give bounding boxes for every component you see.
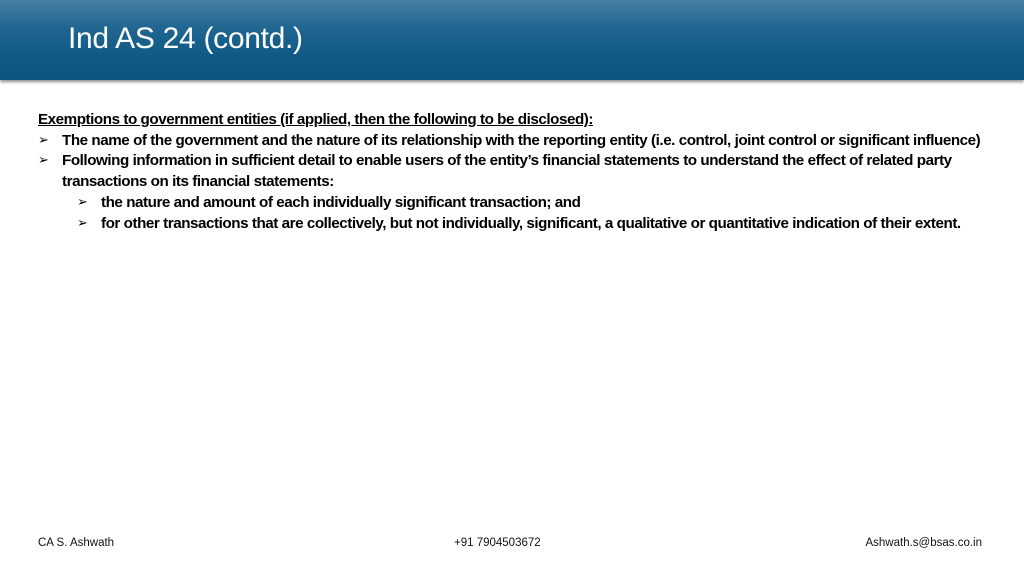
sub-bullet-text: the nature and amount of each individually significant transaction; and [101, 193, 581, 211]
sub-bullet-item [77, 193, 988, 214]
arrow-bullet-icon: ➢ [77, 215, 88, 231]
bullet-text: Following information in sufficient detail to enable users of the entity’s financial statements to understand the effect of related party transactions on its financial statements: [62, 152, 952, 191]
sub-bullet-text: for other transactions that are collectively, but not individually, significant, a qualitative or quantitative indication of their extent. [101, 214, 961, 232]
sub-bullet-item [77, 214, 988, 235]
bullet-text: The name of the government and the nature of its relationship with the reporting entity (i.e. control, joint control or significant influence) [62, 131, 981, 149]
slide-title: Ind AS 24 (contd.) [68, 22, 303, 55]
arrow-bullet-icon: ➢ [77, 194, 88, 210]
footer-author: CA S. Ashwath [38, 537, 115, 549]
arrow-bullet-icon: ➢ [38, 153, 49, 169]
footer-email: Ashwath.s@bsas.co.in [865, 537, 982, 549]
section-heading: Exemptions to government entities (if applied, then the following to be disclosed): [38, 111, 593, 128]
title-bar [0, 0, 1024, 80]
slide-content [38, 110, 988, 234]
footer-phone: +91 7904503672 [454, 537, 541, 549]
bullet-item [38, 131, 988, 152]
arrow-bullet-icon: ➢ [38, 132, 49, 148]
bullet-item [38, 151, 988, 192]
